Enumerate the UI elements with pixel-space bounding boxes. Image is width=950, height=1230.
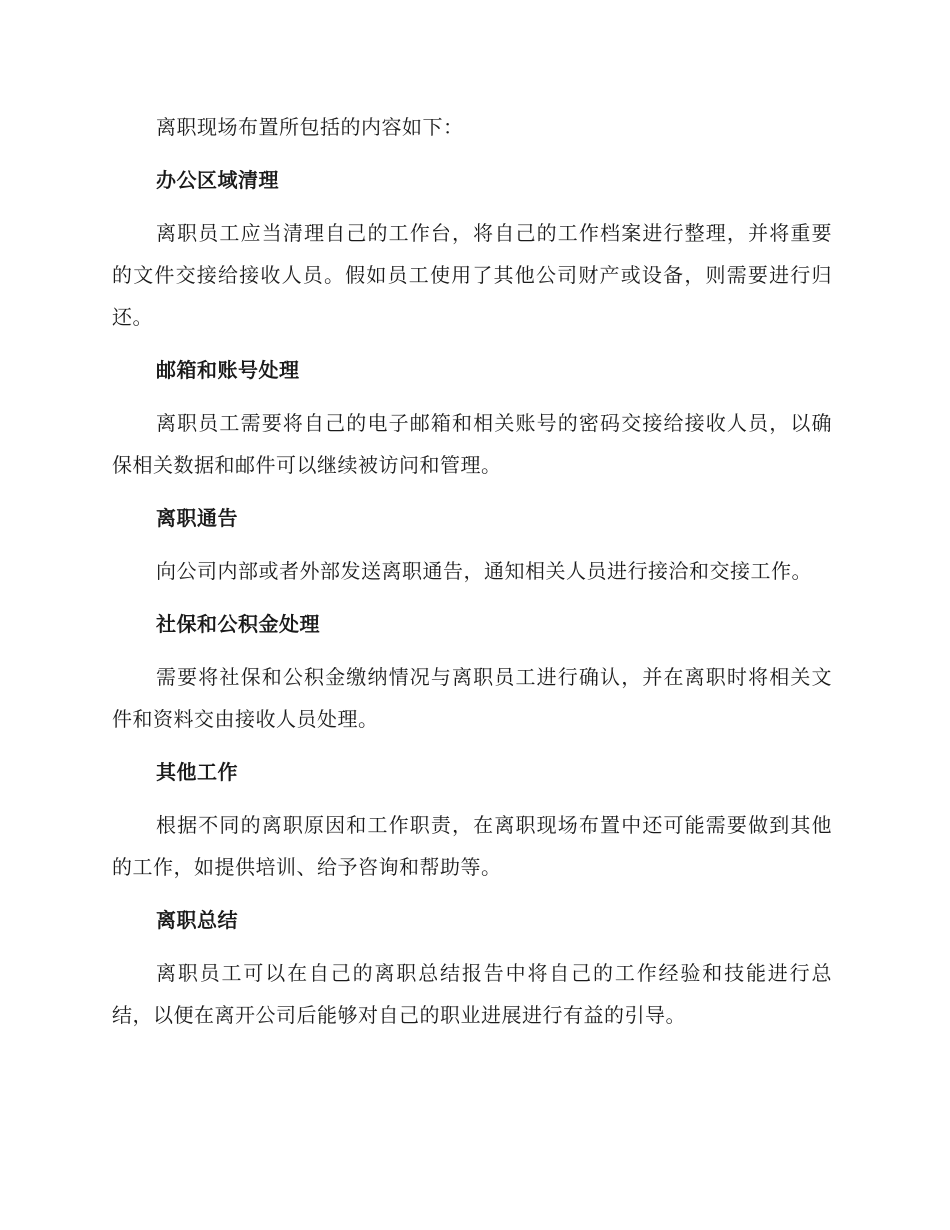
section-body-social-insurance: 需要将社保和公积金缴纳情况与离职员工进行确认，并在离职时将相关文件和资料交由接收人员处理。 <box>112 665 832 731</box>
section-heading-resignation-notice: 离职通告 <box>156 506 238 530</box>
section-body-other-work: 根据不同的离职原因和工作职责，在离职现场布置中还可能需要做到其他的工作，如提供培训、给予咨询和帮助等。 <box>112 813 832 879</box>
section-body-resignation-notice: 向公司内部或者外部发送离职通告，通知相关人员进行接洽和交接工作。 <box>156 559 812 583</box>
section-heading-other-work: 其他工作 <box>156 760 238 784</box>
section-heading-social-insurance: 社保和公积金处理 <box>156 612 320 636</box>
intro-paragraph: 离职现场布置所包括的内容如下： <box>156 115 464 139</box>
section-body-resignation-summary: 离职员工可以在自己的离职总结报告中将自己的工作经验和技能进行总结，以便在离开公司后能够对自己的职业进展进行有益的引导。 <box>112 961 832 1027</box>
section-body-email-accounts: 离职员工需要将自己的电子邮箱和相关账号的密码交接给接收人员，以确保相关数据和邮件可以继续被访问和管理。 <box>112 411 832 477</box>
section-heading-office-cleanup: 办公区域清理 <box>156 168 279 192</box>
section-body-office-cleanup: 离职员工应当清理自己的工作台，将自己的工作档案进行整理，并将重要的文件交接给接收人员。假如员工使用了其他公司财产或设备，则需要进行归还。 <box>112 221 832 329</box>
section-heading-email-accounts: 邮箱和账号处理 <box>156 358 300 382</box>
section-heading-resignation-summary: 离职总结 <box>156 908 238 932</box>
document-page <box>112 106 832 1036</box>
